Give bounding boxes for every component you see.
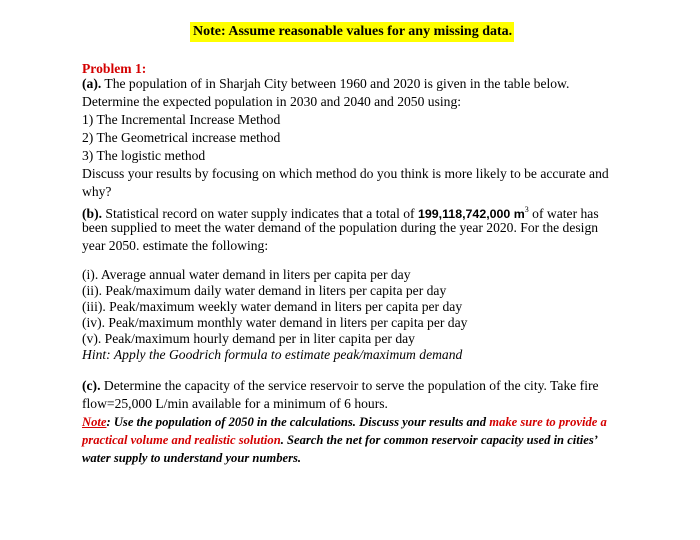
part-a-discuss-line-1: Discuss your results by focusing on which method do you think is more likely to be accurate and (82, 166, 609, 181)
demand-item: (iv). Peak/maximum monthly water demand in liters per capita per day (82, 315, 468, 330)
missing-data-note-banner: Note: Assume reasonable values for any missing data. (190, 22, 514, 42)
part-a-label: (a). (82, 76, 102, 91)
demand-item: (v). Peak/maximum hourly demand per in liter capita per day (82, 331, 415, 346)
part-b-line-2: been supplied to meet the water demand of the population during the year 2020. For the design (82, 220, 599, 235)
part-a-discuss-line-2: why? (82, 184, 112, 199)
method-item: 1) The Incremental Increase Method (82, 112, 281, 127)
note-label: Note (82, 415, 107, 429)
part-c-label: (c). (82, 378, 101, 393)
method-item: 3) The logistic method (82, 148, 206, 163)
part-b-line-3: year 2050. estimate the following: (82, 238, 269, 253)
part-c-line-2: flow=25,000 L/min available for a minimum of 6 hours. (82, 396, 388, 411)
note-text-1: : Use the population of 2050 in the calculations. Discuss your results and (106, 415, 490, 429)
method-item: 2) The Geometrical increase method (82, 130, 281, 145)
goodrich-hint: Hint: Apply the Goodrich formula to estimate peak/maximum demand (82, 347, 463, 362)
water-volume-value: 199,118,742,000 m (417, 207, 525, 221)
note-line-2 (82, 431, 598, 449)
part-a-line-2: Determine the expected population in 2030 and 2040 and 2050 using: (82, 94, 462, 109)
note-red-2: practical volume and realistic solution (82, 433, 281, 447)
part-a-line-1-text: The population of in Sharjah City between 1960 and 2020 is given in the table below. (101, 76, 570, 91)
problem-title: Problem 1: (82, 61, 147, 76)
demand-item: (iii). Peak/maximum weekly water demand in liters per capita per day (82, 299, 463, 314)
part-c-line-1-text: Determine the capacity of the service reservoir to serve the population of the city. Take fire (100, 378, 599, 393)
part-b-line-1-post: of water has (528, 206, 599, 221)
note-line-1 (82, 413, 607, 431)
part-b-label: (b). (82, 206, 103, 221)
note-red-1: make sure to provide a (489, 415, 607, 429)
note-text-2: . Search the net for common reservoir capacity used in cities’ (280, 433, 598, 447)
part-a-line-1 (82, 75, 569, 93)
cubic-superscript: 3 (524, 205, 529, 214)
part-b-line-1-pre: Statistical record on water supply indicates that a total of (102, 206, 418, 221)
demand-item: (ii). Peak/maximum daily water demand in liters per capita per day (82, 283, 447, 298)
note-line-3: water supply to understand your numbers. (82, 451, 302, 465)
demand-item: (i). Average annual water demand in liters per capita per day (82, 267, 411, 282)
part-c-line-1 (82, 377, 599, 395)
